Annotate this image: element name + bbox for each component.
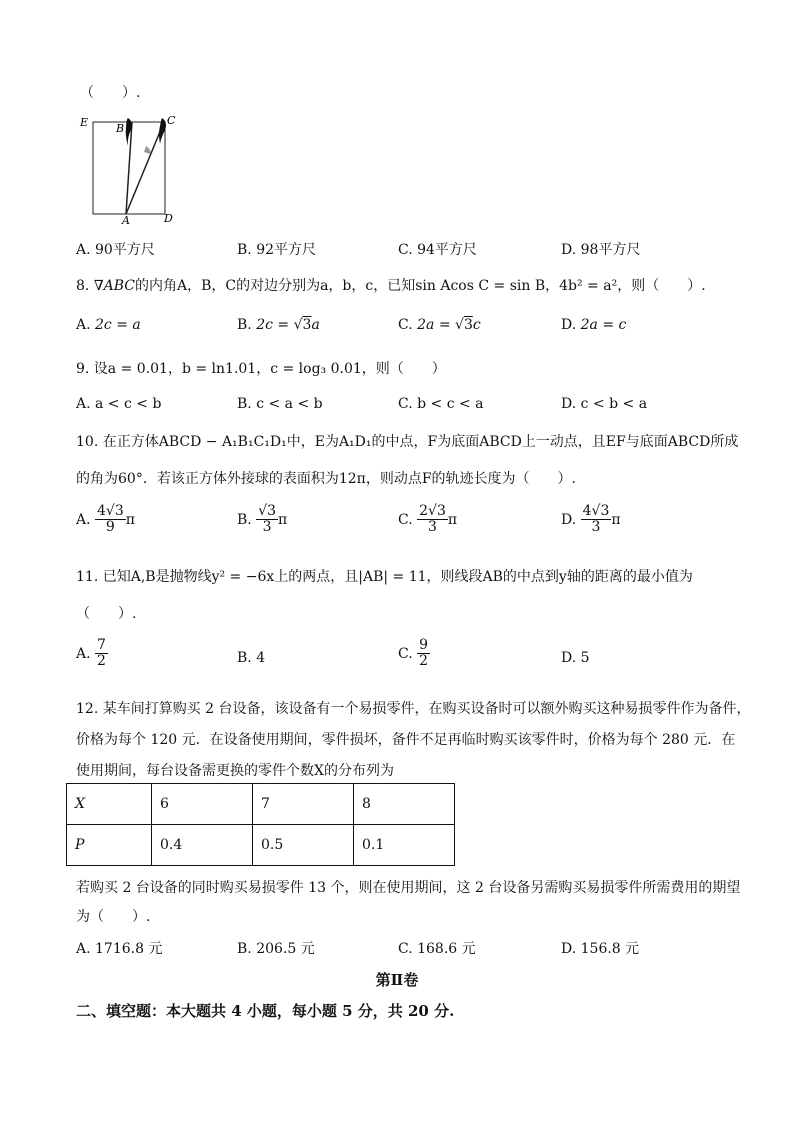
label-d: D bbox=[164, 212, 173, 225]
q8-option-d-text: 2a = c bbox=[580, 317, 627, 333]
q7-option-a: A. 90平方尺 bbox=[76, 242, 155, 258]
frac-denominator: 3 bbox=[262, 519, 272, 536]
q7-figure bbox=[76, 108, 186, 226]
q8-option-c-pre: 2a = bbox=[417, 317, 456, 333]
q10-option-c-label: C. bbox=[398, 511, 413, 528]
q12-option-c: C. 168.6 元 bbox=[398, 941, 476, 957]
q9-option-b: B. c < a < b bbox=[237, 396, 323, 412]
q12-line3: 使用期间，每台设备需更换的零件个数X的分布列为 bbox=[76, 763, 394, 779]
q10-line1: 10. 在正方体ABCD − A₁B₁C₁D₁中，E为A₁D₁的中点，F为底面ABCD上一动点，且EF与底面ABCD所成 bbox=[76, 434, 739, 450]
q11-line2: （ ）. bbox=[76, 606, 137, 622]
table-row bbox=[67, 825, 455, 866]
q12-option-b: B. 206.5 元 bbox=[237, 941, 315, 957]
q8-option-c-label: C. bbox=[398, 317, 413, 333]
pi-symbol: π bbox=[278, 511, 288, 528]
q11-option-c-label: C. bbox=[398, 645, 413, 662]
q12-line4: 若购买 2 台设备的同时购买易损零件 13 个，则在使用期间，这 2 台设备另需购买易损零件所需费用的期望 bbox=[76, 880, 741, 896]
distribution-table bbox=[66, 783, 455, 866]
frac-denominator: 2 bbox=[419, 653, 429, 670]
q8-option-a-text: 2c = a bbox=[95, 317, 141, 333]
q7-option-c: C. 94平方尺 bbox=[398, 242, 477, 258]
label-a: A bbox=[122, 214, 130, 226]
q8-number: 8. bbox=[76, 278, 90, 294]
q10-option-b bbox=[237, 504, 287, 536]
q12-line5: 为（ ）. bbox=[76, 909, 151, 925]
frac-numerator: 9 bbox=[419, 637, 429, 653]
pi-symbol: π bbox=[611, 511, 621, 528]
q8-option-b-radicand: 3 bbox=[302, 317, 312, 333]
pi-symbol: π bbox=[125, 511, 135, 528]
frac-numerator: 7 bbox=[97, 637, 106, 653]
q8-text: 的内角A，B，C的对边分别为a，b，c，已知sin Acos C = sin B，4b² = a²，则（ ）. bbox=[134, 278, 706, 294]
q8-option-b bbox=[237, 317, 320, 333]
q9-stem: 9. 设a = 0.01，b = ln1.01，c = log₃ 0.01，则（ ） bbox=[76, 361, 446, 377]
q10-option-a bbox=[76, 504, 135, 536]
q8-option-b-post: a bbox=[311, 317, 320, 333]
table-cell: 6 bbox=[152, 784, 253, 825]
q10-option-d bbox=[561, 504, 621, 536]
q10-option-d-frac bbox=[581, 504, 612, 536]
frac-numerator: 4√3 bbox=[97, 503, 124, 519]
q9-option-c: C. b < c < a bbox=[398, 396, 484, 412]
q8-option-a-label: A. bbox=[76, 317, 91, 333]
q11-option-c bbox=[398, 638, 430, 670]
nabla-triangle-icon: ∇ bbox=[93, 278, 104, 294]
table-cell: 0.1 bbox=[354, 825, 455, 866]
frac-numerator: 2√3 bbox=[419, 503, 446, 519]
q10-option-a-frac bbox=[95, 504, 126, 536]
label-c: C bbox=[167, 114, 176, 127]
q12-option-d: D. 156.8 元 bbox=[561, 941, 640, 957]
q8-option-c bbox=[398, 317, 481, 333]
q8-option-d-label: D. bbox=[561, 317, 577, 333]
frac-denominator: 3 bbox=[591, 519, 601, 536]
q7-paren: （ ）. bbox=[80, 85, 141, 101]
section-title: 第Ⅱ卷 bbox=[375, 971, 419, 989]
q11-line1: 11. 已知A,B是抛物线y² = −6x上的两点，且|AB| = 11，则线段AB的中点到y轴的距离的最小值为 bbox=[76, 569, 693, 585]
label-e: E bbox=[80, 116, 89, 129]
q8-option-c-radicand: 3 bbox=[463, 317, 473, 333]
frac-denominator: 2 bbox=[97, 653, 106, 670]
label-b: B bbox=[116, 122, 125, 135]
q12-line2: 价格为每个 120 元．在设备使用期间，零件损坏，备件不足再临时购买该零件时，价格为每个 280 元．在 bbox=[76, 732, 736, 748]
q10-option-a-label: A. bbox=[76, 511, 91, 528]
q8-triangle-name: ABC bbox=[103, 278, 135, 294]
q8-option-a bbox=[76, 317, 141, 333]
q12-line1: 12. 某车间打算购买 2 台设备，该设备有一个易损零件，在购买设备时可以额外购买这种易损零件作为备件， bbox=[76, 701, 751, 717]
q9-option-d: D. c < b < a bbox=[561, 396, 648, 412]
q11-option-d: D. 5 bbox=[561, 650, 590, 666]
table-cell: 0.5 bbox=[253, 825, 354, 866]
table-cell: 8 bbox=[354, 784, 455, 825]
q8-option-d bbox=[561, 317, 626, 333]
q11-option-c-frac bbox=[417, 638, 430, 670]
sqrt-icon: √ bbox=[293, 317, 303, 333]
q10-option-c bbox=[398, 504, 457, 536]
q12-option-a: A. 1716.8 元 bbox=[76, 941, 163, 957]
table-cell: 0.4 bbox=[152, 825, 253, 866]
q7-option-d: D. 98平方尺 bbox=[561, 242, 641, 258]
table-row bbox=[67, 784, 455, 825]
q10-option-b-label: B. bbox=[237, 511, 252, 528]
frac-numerator: √3 bbox=[258, 503, 277, 519]
q11-option-b: B. 4 bbox=[237, 650, 266, 666]
pi-symbol: π bbox=[447, 511, 458, 528]
table-cell: 7 bbox=[253, 784, 354, 825]
q8-option-b-pre: 2c = bbox=[256, 317, 294, 333]
section-heading: 二、填空题：本大题共 4 小题，每小题 5 分，共 20 分. bbox=[76, 1002, 455, 1020]
table-cell: P bbox=[67, 825, 152, 866]
q8-stem bbox=[76, 275, 706, 295]
q10-option-c-frac bbox=[417, 504, 448, 536]
q7-option-b: B. 92平方尺 bbox=[237, 242, 317, 258]
q11-option-a-label: A. bbox=[76, 645, 91, 662]
q10-line2: 的角为60°．若该正方体外接球的表面积为12π，则动点F的轨迹长度为（ ）. bbox=[76, 471, 576, 487]
q9-option-a: A. a < c < b bbox=[76, 396, 162, 412]
q11-option-a-frac bbox=[95, 638, 108, 670]
q10-option-d-label: D. bbox=[561, 511, 577, 528]
frac-denominator: 9 bbox=[105, 519, 115, 536]
q8-option-c-post: c bbox=[472, 317, 481, 333]
frac-denominator: 3 bbox=[428, 519, 437, 536]
table-cell: X bbox=[67, 784, 152, 825]
reed-leaf-small-icon bbox=[144, 146, 151, 154]
q11-option-a bbox=[76, 638, 108, 670]
q8-option-b-label: B. bbox=[237, 317, 252, 333]
frac-numerator: 4√3 bbox=[582, 503, 610, 519]
q10-option-b-frac bbox=[256, 504, 278, 536]
sqrt-icon: √ bbox=[455, 317, 464, 333]
